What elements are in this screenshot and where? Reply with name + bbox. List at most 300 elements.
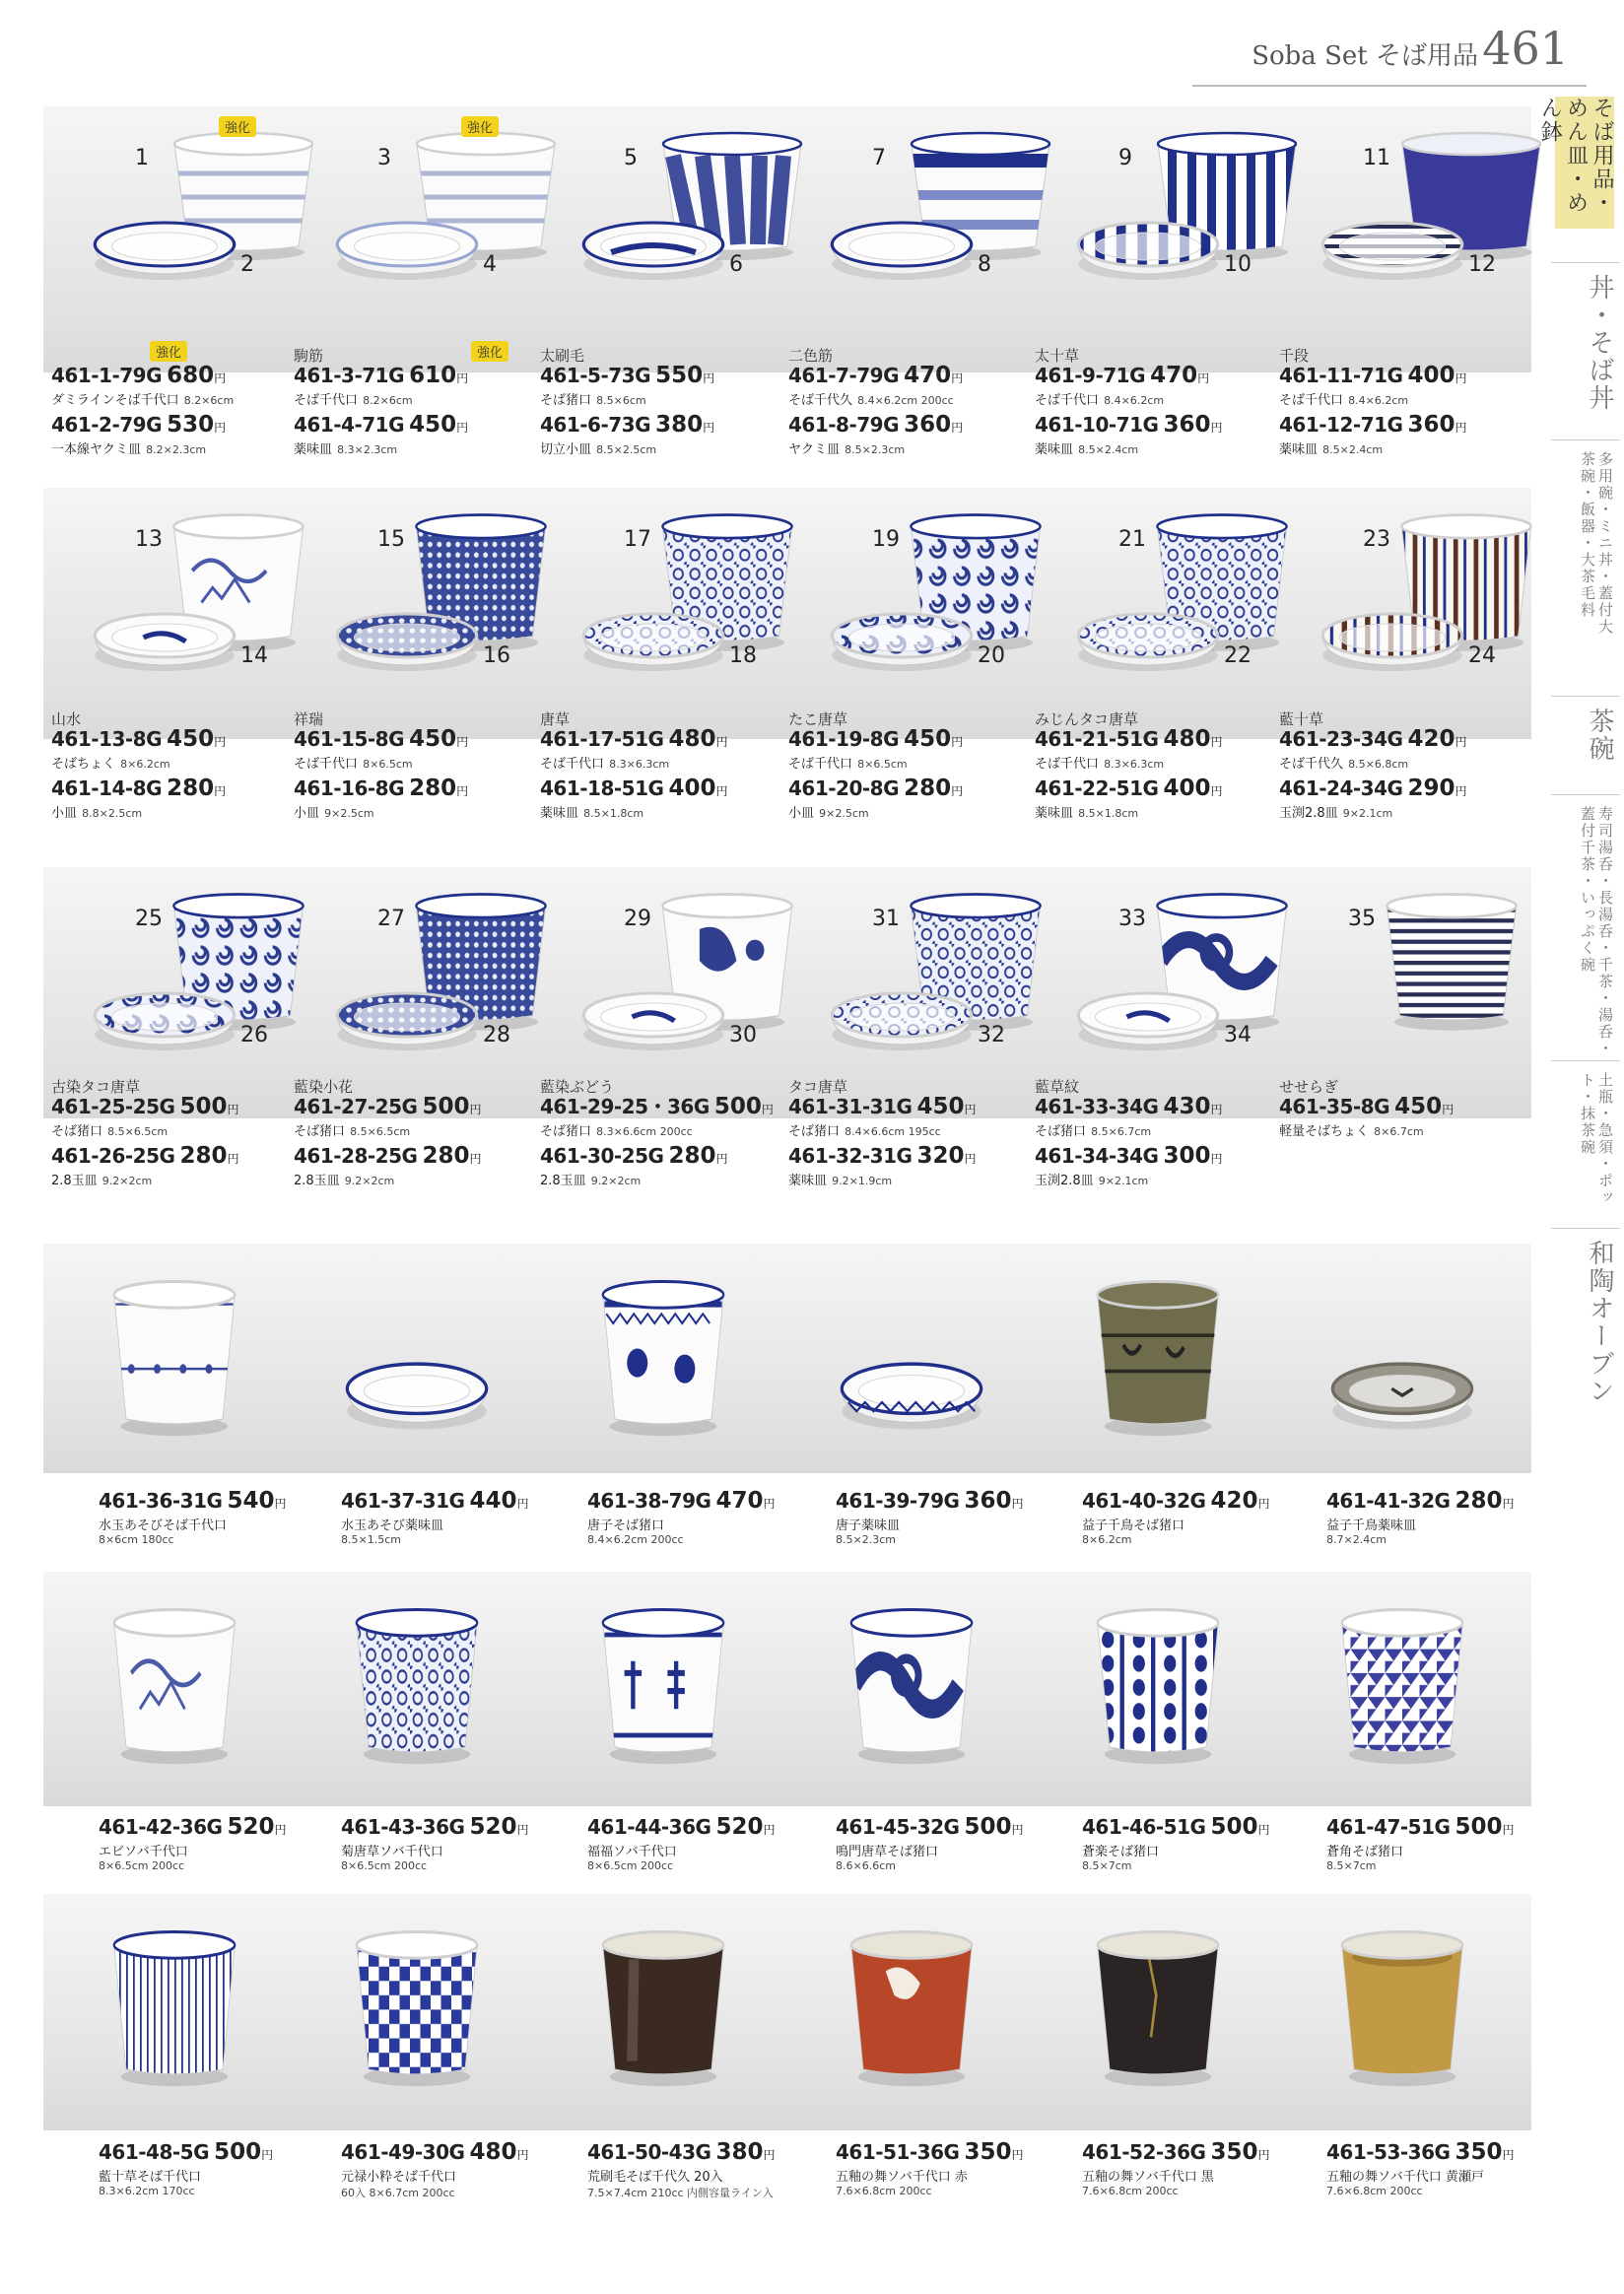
product-saucer-26: [91, 985, 238, 1058]
product-line: [294, 1096, 540, 1118]
product-line: [587, 1816, 834, 1839]
yen-mark: 円: [1455, 784, 1467, 798]
yen-mark: 円: [715, 735, 728, 749]
yen-mark: 円: [964, 1152, 977, 1166]
product-line: [99, 2141, 345, 2164]
yen-mark: 円: [469, 1152, 482, 1166]
product-caption: [51, 708, 298, 827]
product-desc: [540, 753, 786, 772]
product-price: 470: [715, 1488, 764, 1514]
product-line: [1279, 414, 1525, 437]
product-cup: [843, 1601, 981, 1773]
product-caption: [587, 2141, 834, 2200]
yen-mark: 円: [1502, 2148, 1515, 2162]
product-caption: [836, 2141, 1082, 2197]
product-band-4: [43, 1244, 1531, 1473]
product-price: 540: [227, 1488, 275, 1514]
product-price: 470: [904, 363, 952, 388]
item-number: 32: [978, 1023, 1005, 1047]
product-name: そば千代口: [788, 757, 853, 772]
product-name: そばちょく: [51, 757, 116, 772]
yen-mark: 円: [1455, 371, 1467, 385]
product-price: 280: [1455, 1488, 1503, 1514]
product-name: 切立小皿: [540, 442, 592, 457]
product-name: 薬味皿: [540, 806, 579, 821]
product-name: そば猪口: [294, 1124, 346, 1139]
product-desc: [1035, 753, 1281, 772]
product-band-1: [43, 106, 1531, 372]
product-name: 益子千鳥そば猪口: [1082, 1518, 1185, 1533]
product-size: 7.5×7.4cm 210cc 内側容量ライン入: [587, 2187, 774, 2199]
product-price: 500: [713, 1094, 762, 1119]
product-size: 8.5×2.4cm: [1078, 443, 1139, 456]
product-name: そば千代口: [294, 757, 359, 772]
product-line: [587, 1490, 834, 1513]
product-name: 一本線ヤクミ皿: [51, 442, 142, 457]
product-cup: [594, 1273, 732, 1445]
product-size: 8×6.7cm: [1374, 1125, 1424, 1138]
yen-mark: 円: [964, 1103, 977, 1116]
product-size: 9.2×2cm: [102, 1175, 153, 1187]
item-number: 34: [1224, 1023, 1252, 1047]
product-price: 280: [409, 776, 457, 801]
product-line: [1082, 1816, 1328, 1839]
product-desc: [51, 1170, 298, 1188]
product-desc: [1279, 802, 1525, 821]
product-price: 480: [668, 726, 716, 752]
product-code: 461-48-5G: [99, 2140, 210, 2164]
product-price: 280: [167, 776, 215, 801]
product-size: 8.5×6.5cm: [107, 1125, 169, 1138]
item-number: 13: [135, 527, 163, 552]
product-line: [51, 728, 298, 751]
product-saucer-18: [579, 606, 727, 679]
product-desc: [294, 1120, 540, 1139]
product-name: そば千代口: [1035, 393, 1100, 408]
product-saucer: [838, 1355, 985, 1438]
product-code: 461-22-51G: [1035, 776, 1159, 800]
pattern-name: 古染タコ唐草: [51, 1078, 141, 1096]
product-caption: [51, 345, 298, 463]
product-line: [51, 1145, 298, 1168]
product-price: 360: [1407, 412, 1455, 438]
product-code: 461-42-36G: [99, 1815, 223, 1839]
product-size: 8.5×2.4cm: [1322, 443, 1384, 456]
product-name: 福福ソバ千代口: [587, 1845, 677, 1859]
sidebar-divider: [1551, 696, 1620, 697]
product-caption: [1035, 345, 1281, 463]
product-code: 461-28-25G: [294, 1144, 418, 1168]
sidebar-tab-5[interactable]: 寿司湯呑・長湯呑・千茶・湯呑・蓋付千茶・いっぷく碗: [1579, 806, 1614, 1057]
product-code: 461-45-32G: [836, 1815, 960, 1839]
product-size: 8.3×2.3cm: [337, 443, 398, 456]
product-price: 350: [964, 2139, 1012, 2165]
product-caption: [99, 1490, 345, 1546]
product-band-5: [43, 1572, 1531, 1806]
product-size: 8.5×6cm: [596, 394, 646, 407]
item-number: 19: [872, 527, 900, 552]
product-name: そば千代口: [540, 757, 605, 772]
product-size: 8.5×6.7cm: [1091, 1125, 1152, 1138]
product-name: 唐子そば猪口: [587, 1518, 665, 1533]
product-desc: [294, 1170, 540, 1188]
product-desc: [788, 439, 1035, 457]
product-desc: [540, 389, 786, 408]
product-code: 461-13-8G: [51, 727, 163, 751]
yen-mark: 円: [951, 784, 964, 798]
yen-mark: 円: [1197, 371, 1210, 385]
product-code: 461-31-31G: [788, 1095, 913, 1118]
pattern-name: 駒筋: [294, 347, 324, 365]
product-code: 461-26-25G: [51, 1144, 175, 1168]
product-code: 461-18-51G: [540, 776, 664, 800]
item-number: 29: [624, 907, 651, 931]
yen-mark: 円: [1210, 1152, 1223, 1166]
product-desc: [1035, 439, 1281, 457]
product-cup: [594, 1601, 732, 1773]
product-code: 461-43-36G: [341, 1815, 465, 1839]
yen-mark: 円: [763, 1823, 776, 1837]
product-line: [540, 777, 786, 800]
product-name: 菊唐草ソバ千代口: [341, 1845, 443, 1859]
item-number: 24: [1468, 643, 1496, 668]
product-line: [540, 365, 786, 387]
pattern-name: タコ唐草: [788, 1078, 848, 1096]
product-line: [341, 1816, 587, 1839]
product-name: 唐子薬味皿: [836, 1518, 901, 1533]
yen-mark: 円: [227, 1103, 239, 1116]
product-name: そば猪口: [1035, 1124, 1087, 1139]
product-code: 461-19-8G: [788, 727, 900, 751]
product-saucer: [1328, 1355, 1476, 1438]
product-name: 小皿: [788, 806, 815, 821]
product-size: 8.3×6.3cm: [1104, 758, 1165, 771]
product-caption: [788, 708, 1035, 827]
item-number: 8: [978, 252, 991, 277]
product-cup: [843, 1923, 981, 2095]
product-line: [294, 414, 540, 437]
item-number: 6: [729, 252, 743, 277]
pattern-name: せせらぎ: [1279, 1078, 1339, 1096]
product-name: 軽量そばちょく: [1279, 1124, 1370, 1139]
product-code: 461-7-79G: [788, 364, 900, 387]
sidebar-tab-3[interactable]: 多用碗・ミニ丼・蓋付大茶碗・飯器・大茶毛料: [1579, 451, 1614, 636]
product-saucer-22: [1074, 606, 1222, 679]
product-cup: [348, 1601, 486, 1773]
product-code: 461-46-51G: [1082, 1815, 1206, 1839]
product-caption: [341, 1490, 587, 1546]
yen-mark: 円: [1011, 1823, 1024, 1837]
product-code: 461-11-71G: [1279, 364, 1403, 387]
header-rule: [1192, 85, 1587, 87]
product-saucer-4: [333, 215, 481, 288]
product-code: 461-17-51G: [540, 727, 664, 751]
yen-mark: 円: [1011, 2148, 1024, 2162]
product-line: [1279, 1096, 1525, 1118]
product-line: [836, 1490, 1082, 1513]
yen-mark: 円: [456, 784, 469, 798]
product-size: 8.4×6.2cm: [1104, 394, 1165, 407]
item-number: 31: [872, 907, 900, 931]
product-cup: [1089, 1273, 1227, 1445]
product-size: 8.5×7cm: [1082, 1859, 1132, 1872]
yen-mark: 円: [274, 1497, 287, 1511]
product-price: 400: [1163, 776, 1211, 801]
product-size: 8.2×2.3cm: [146, 443, 207, 456]
product-price: 500: [964, 1814, 1012, 1840]
reinforced-badge: 強化: [471, 341, 508, 362]
product-price: 480: [1163, 726, 1211, 752]
sidebar-tab-4[interactable]: 茶碗: [1585, 708, 1614, 763]
product-name: 荒刷毛そば千代久 20入: [587, 2170, 723, 2185]
yen-mark: 円: [1011, 1497, 1024, 1511]
page-header: [1192, 22, 1587, 81]
product-desc: [788, 802, 1035, 821]
product-line: [341, 1490, 587, 1513]
reinforced-badge: 強化: [219, 116, 256, 137]
sidebar-tab-6[interactable]: 土瓶・急須・ポット・抹茶碗: [1579, 1072, 1614, 1206]
yen-mark: 円: [469, 1103, 482, 1116]
yen-mark: 円: [1210, 421, 1223, 435]
item-number: 33: [1118, 907, 1146, 931]
product-name: 蒼角そば猪口: [1326, 1845, 1404, 1859]
product-line: [1326, 1816, 1573, 1839]
product-price: 350: [1455, 2139, 1503, 2165]
yen-mark: 円: [214, 421, 227, 435]
yen-mark: 円: [227, 1152, 239, 1166]
product-line: [1035, 728, 1281, 751]
product-size: 8.5×6.5cm: [350, 1125, 411, 1138]
yen-mark: 円: [1210, 784, 1223, 798]
item-number: 23: [1363, 527, 1390, 552]
product-line: [1082, 1490, 1328, 1513]
product-price: 420: [1210, 1488, 1258, 1514]
product-size: 8×6.5cm: [857, 758, 908, 771]
product-desc: [51, 1120, 298, 1139]
item-number: 4: [483, 252, 497, 277]
yen-mark: 円: [1455, 735, 1467, 749]
product-name: 2.8玉皿: [540, 1174, 586, 1188]
product-name: 小皿: [51, 806, 78, 821]
item-number: 15: [377, 527, 405, 552]
product-desc: [788, 1170, 1035, 1188]
product-name: 藍十草そば千代口: [99, 2170, 202, 2185]
product-price: 450: [1394, 1094, 1443, 1119]
product-name: 薬味皿: [1035, 806, 1074, 821]
product-size: 9×2.5cm: [324, 807, 374, 820]
product-line: [540, 414, 786, 437]
product-price: 450: [409, 726, 457, 752]
product-size: 8×6cm 180cc: [99, 1533, 174, 1546]
product-code: 461-9-71G: [1035, 364, 1146, 387]
product-caption: [341, 1816, 587, 1872]
product-saucer-12: [1319, 215, 1466, 288]
product-price: 380: [715, 2139, 764, 2165]
product-code: 461-25-25G: [51, 1095, 175, 1118]
product-name: そば千代久: [1279, 757, 1344, 772]
product-caption: [1035, 708, 1281, 827]
pattern-name: たこ唐草: [788, 710, 848, 728]
product-name: そば千代口: [294, 393, 359, 408]
product-caption: [1082, 1490, 1328, 1546]
product-code: 461-37-31G: [341, 1489, 465, 1513]
product-code: 461-41-32G: [1326, 1489, 1451, 1513]
product-line: [836, 1816, 1082, 1839]
product-code: 461-2-79G: [51, 413, 163, 437]
product-code: 461-16-8G: [294, 776, 405, 800]
product-saucer-8: [828, 215, 976, 288]
product-name: 鳴門唐草そば猪口: [836, 1845, 939, 1859]
product-line: [788, 777, 1035, 800]
product-caption: [51, 1076, 298, 1194]
product-saucer-6: [579, 215, 727, 288]
product-saucer-2: [91, 215, 238, 288]
pattern-name: 藍染ぶどう: [540, 1078, 615, 1096]
product-caption: [836, 1490, 1082, 1546]
product-code: 461-36-31G: [99, 1489, 223, 1513]
yen-mark: 円: [951, 421, 964, 435]
item-number: 11: [1363, 146, 1390, 170]
product-caption: [1082, 1816, 1328, 1872]
item-number: 5: [624, 146, 638, 170]
product-code: 461-10-71G: [1035, 413, 1159, 437]
sidebar-tab-1[interactable]: そば用品・めん皿・めん鉢: [1555, 97, 1614, 229]
product-price: 450: [167, 726, 215, 752]
product-size: 9.2×1.9cm: [832, 1175, 893, 1187]
product-line: [788, 1096, 1035, 1118]
product-code: 461-49-30G: [341, 2140, 465, 2164]
product-code: 461-5-73G: [540, 364, 651, 387]
yen-mark: 円: [456, 371, 469, 385]
product-line: [294, 365, 540, 387]
item-number: 10: [1224, 252, 1252, 277]
product-size: 8×6.5cm 200cc: [587, 1859, 674, 1872]
product-line: [540, 728, 786, 751]
product-size: 60入 8×6.7cm 200cc: [341, 2187, 455, 2199]
item-number: 30: [729, 1023, 757, 1047]
yen-mark: 円: [274, 1823, 287, 1837]
product-size: 8×6.5cm 200cc: [99, 1859, 185, 1872]
product-code: 461-53-36G: [1326, 2140, 1451, 2164]
product-code: 461-34-34G: [1035, 1144, 1159, 1168]
product-cup: [1089, 1601, 1227, 1773]
product-price: 380: [655, 412, 704, 438]
product-name: 蒼楽そば猪口: [1082, 1845, 1160, 1859]
product-line: [341, 2141, 587, 2164]
product-size: 8×6.2cm: [120, 758, 170, 771]
product-price: 450: [904, 726, 952, 752]
product-caption: [1326, 2141, 1573, 2197]
product-line: [1326, 2141, 1573, 2164]
product-caption: [294, 345, 540, 463]
product-line: [788, 414, 1035, 437]
product-price: 520: [469, 1814, 517, 1840]
sidebar-tab-2[interactable]: 丼・そば丼: [1585, 274, 1614, 412]
product-size: 8.2×6cm: [363, 394, 413, 407]
product-price: 500: [214, 2139, 262, 2165]
product-code: 461-6-73G: [540, 413, 651, 437]
product-caption: [1279, 345, 1525, 463]
product-name: 五釉の舞ソバ千代口 赤: [836, 2170, 968, 2185]
product-desc: [294, 389, 540, 408]
product-line: [1082, 2141, 1328, 2164]
product-line: [1279, 777, 1525, 800]
product-cup: [348, 1923, 486, 2095]
item-number: 22: [1224, 643, 1252, 668]
product-desc: [540, 439, 786, 457]
sidebar-divider: [1551, 1060, 1620, 1061]
product-price: 300: [1163, 1143, 1211, 1169]
product-code: 461-8-79G: [788, 413, 900, 437]
product-price: 280: [179, 1143, 228, 1169]
product-desc: [1279, 1120, 1525, 1139]
pattern-name: 山水: [51, 710, 82, 728]
product-name: そば千代口: [1035, 757, 1100, 772]
pattern-name: 太十草: [1035, 347, 1080, 365]
product-size: 8×6.5cm 200cc: [341, 1859, 428, 1872]
product-name: 薬味皿: [788, 1174, 828, 1188]
product-name: ヤクミ皿: [788, 442, 841, 457]
pattern-name: 祥瑞: [294, 710, 324, 728]
yen-mark: 円: [1257, 1497, 1270, 1511]
product-size: 9×2.5cm: [819, 807, 869, 820]
product-saucer-16: [333, 606, 481, 679]
product-name: 玉渕2.8皿: [1279, 806, 1338, 821]
yen-mark: 円: [1502, 1823, 1515, 1837]
yen-mark: 円: [951, 371, 964, 385]
product-price: 610: [409, 363, 457, 388]
yen-mark: 円: [261, 2148, 274, 2162]
product-size: 8.4×6.2cm 200cc: [587, 1533, 684, 1546]
product-cup: [105, 1601, 243, 1773]
yen-mark: 円: [1210, 1103, 1223, 1116]
sidebar-divider: [1551, 439, 1620, 440]
product-saucer-28: [333, 985, 481, 1058]
yen-mark: 円: [715, 1152, 728, 1166]
product-price: 290: [1407, 776, 1455, 801]
product-line: [51, 414, 298, 437]
product-line: [788, 1145, 1035, 1168]
item-number: 12: [1468, 252, 1496, 277]
pattern-name: 唐草: [540, 710, 571, 728]
product-name: そば猪口: [51, 1124, 103, 1139]
product-code: 461-15-8G: [294, 727, 405, 751]
product-size: 8×6.2cm: [1082, 1533, 1132, 1546]
product-price: 400: [668, 776, 716, 801]
product-size: 9×2.1cm: [1098, 1175, 1149, 1187]
product-size: 7.6×6.8cm 200cc: [1326, 2185, 1423, 2197]
pattern-name: 二色筋: [788, 347, 834, 365]
pattern-name: 藍染小花: [294, 1078, 354, 1096]
product-caption: [788, 345, 1035, 463]
product-cup: [1089, 1923, 1227, 2095]
product-size: 8.2×6cm: [183, 394, 235, 407]
product-caption: [1326, 1490, 1573, 1546]
product-line: [788, 728, 1035, 751]
product-name: そば猪口: [788, 1124, 841, 1139]
product-desc: [540, 802, 786, 821]
product-line: [294, 777, 540, 800]
sidebar-tab-7[interactable]: 和陶オーブン: [1585, 1240, 1614, 1405]
yen-mark: 円: [1442, 1103, 1455, 1116]
product-caption: [540, 1076, 786, 1194]
product-code: 461-23-34G: [1279, 727, 1403, 751]
yen-mark: 円: [516, 1823, 529, 1837]
product-saucer: [343, 1355, 491, 1438]
product-desc: [1279, 439, 1525, 457]
yen-mark: 円: [763, 1497, 776, 1511]
product-name: そば千代久: [788, 393, 853, 408]
